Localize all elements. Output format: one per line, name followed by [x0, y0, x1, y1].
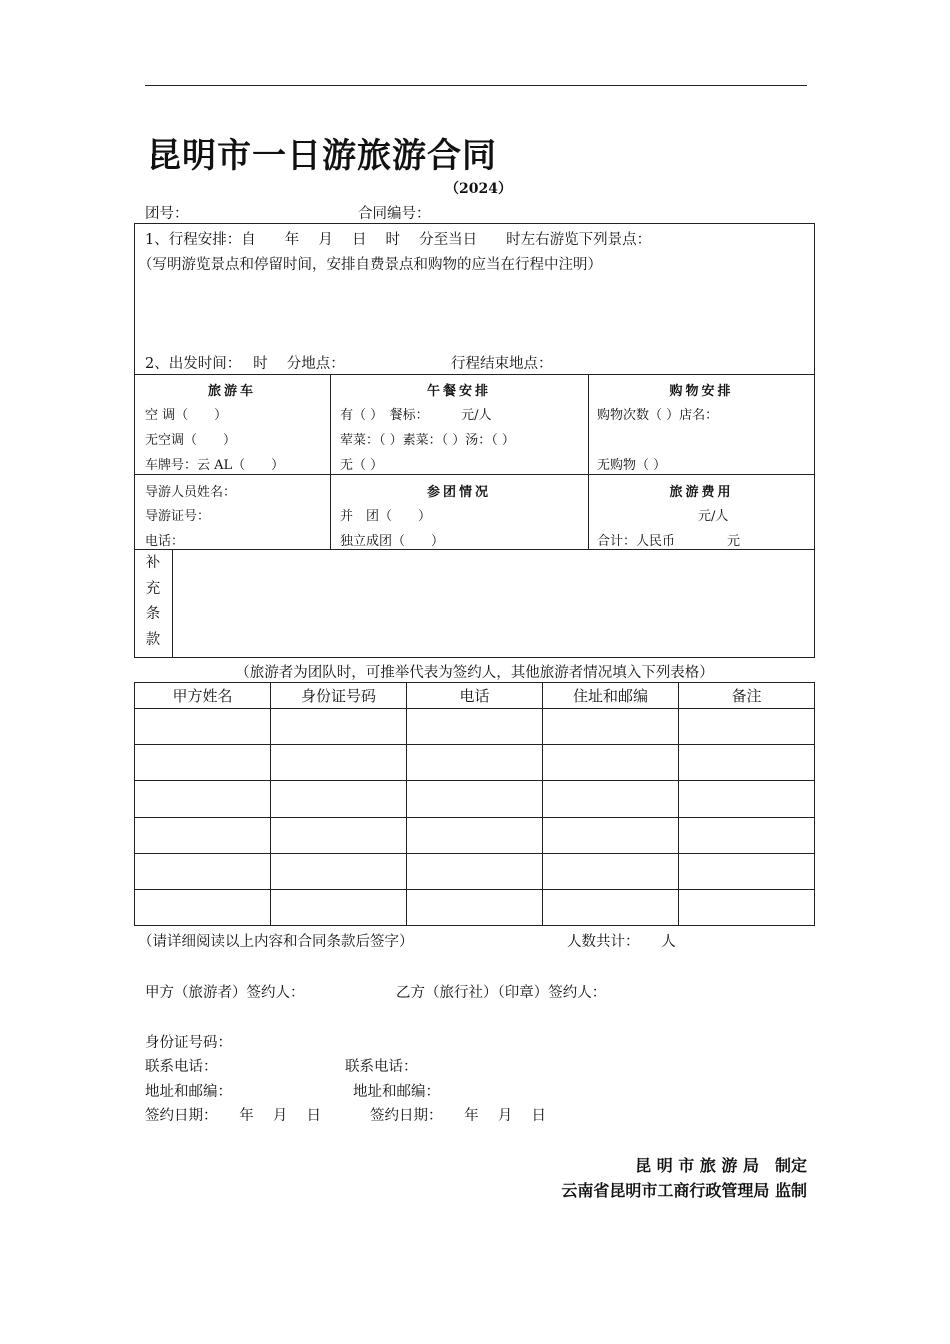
traveler-table: [134, 682, 815, 926]
bus-header: 旅游车: [207, 384, 256, 399]
table-cell: [135, 781, 271, 817]
table-cell: [135, 889, 271, 925]
supplement-char: 款: [145, 631, 161, 648]
table-header-row: [135, 683, 815, 709]
table-row: [135, 781, 815, 817]
table-cell: [543, 745, 679, 781]
fee-total: 合计：人民币 元: [597, 534, 741, 549]
shopping-count: 购物次数（ ）店名：: [597, 408, 719, 423]
table-row: [135, 745, 815, 781]
table-cell: [543, 709, 679, 745]
table-cell: [679, 853, 815, 889]
table-cell: [543, 889, 679, 925]
lunch-dishes: 荤菜：（ ）素菜：（ ）汤：（ ）: [340, 433, 515, 448]
col-remark-header: 备注: [679, 683, 815, 709]
bus-ac: 空 调（ ）: [145, 408, 228, 423]
issuer-commerce-bureau: 云南省昆明市工商行政管理局 监制: [561, 1181, 807, 1200]
table-cell: [135, 853, 271, 889]
group-status-header: 参团情况: [426, 485, 491, 500]
fee-header: 旅游费用: [669, 485, 734, 500]
party-b-signer: 乙方（旅行社）（印章）签约人：: [396, 985, 607, 1001]
people-total: 人数共计： 人: [567, 934, 676, 950]
table-row: [135, 817, 815, 853]
contract-year: （2024）: [445, 181, 512, 197]
group-independent: 独立成团（ ）: [340, 534, 445, 549]
divider: [134, 474, 815, 475]
table-cell: [407, 781, 543, 817]
supplement-char: 补: [145, 555, 161, 571]
fee-per-person: 元/人: [698, 509, 729, 524]
col-id-header: 身份证号码: [271, 683, 407, 709]
col-phone-header: 电话: [407, 683, 543, 709]
supplement-label: [143, 551, 163, 653]
col-name-header: 甲方姓名: [135, 683, 271, 709]
issuer-tourism-bureau: 昆 明 市 旅 游 局 制定: [635, 1156, 807, 1175]
supplement-char: 充: [145, 580, 161, 597]
party-b-address: 地址和邮编：: [353, 1084, 440, 1100]
end-place: 行程结束地点：: [451, 356, 553, 372]
id-number-label: 身份证号码：: [145, 1035, 232, 1051]
table-cell: [407, 745, 543, 781]
shopping-none: 无购物（ ）: [597, 458, 667, 473]
table-cell: [679, 781, 815, 817]
table-cell: [543, 781, 679, 817]
party-b-date: 签约日期： 年 月 日: [370, 1108, 546, 1124]
departure-time: 2、出发时间： 时 分地点：: [145, 356, 345, 372]
table-cell: [271, 781, 407, 817]
table-note: （旅游者为团队时，可推举代表为签约人，其他旅游者情况填入下列表格）: [235, 665, 714, 681]
lunch-has: 有（ ） 餐标： 元/人: [340, 408, 492, 423]
table-cell: [407, 709, 543, 745]
table-cell: [679, 709, 815, 745]
table-cell: [271, 889, 407, 925]
table-cell: [271, 745, 407, 781]
guide-phone: 电话：: [145, 534, 185, 549]
divider: [172, 549, 173, 658]
group-no-label: 团号：: [145, 206, 189, 222]
table-cell: [407, 853, 543, 889]
table-cell: [679, 889, 815, 925]
party-b-phone: 联系电话：: [345, 1059, 418, 1075]
contract-no-label: 合同编号：: [358, 206, 431, 222]
table-cell: [679, 817, 815, 853]
party-a-signer: 甲方（旅游者）签约人：: [145, 985, 305, 1001]
table-cell: [679, 745, 815, 781]
table-row: [135, 709, 815, 745]
table-cell: [271, 853, 407, 889]
table-cell: [271, 817, 407, 853]
lunch-none: 无（ ）: [340, 458, 384, 473]
table-cell: [135, 817, 271, 853]
table-cell: [543, 817, 679, 853]
table-cell: [407, 817, 543, 853]
supplement-char: 条: [145, 606, 161, 622]
table-cell: [543, 853, 679, 889]
party-a-date: 签约日期： 年 月 日: [145, 1108, 321, 1124]
table-cell: [407, 889, 543, 925]
bus-no-ac: 无空调（ ）: [145, 433, 237, 448]
table-row: [135, 889, 815, 925]
top-rule: [145, 85, 807, 86]
divider: [330, 374, 331, 549]
lunch-header: 午餐安排: [426, 384, 491, 399]
table-cell: [271, 709, 407, 745]
party-a-address: 地址和邮编：: [145, 1084, 232, 1100]
itinerary-note: （写明游览景点和停留时间，安排自费景点和购物的应当在行程中注明）: [138, 257, 602, 273]
table-row: [135, 853, 815, 889]
guide-name: 导游人员姓名：: [145, 485, 237, 500]
group-merged: 并 团（ ）: [340, 509, 432, 524]
bus-plate: 车牌号：云 AL（ ）: [145, 458, 285, 473]
read-note: （请详细阅读以上内容和合同条款后签字）: [138, 934, 414, 950]
shopping-header: 购物安排: [669, 384, 734, 399]
document-title: 昆明市一日游旅游合同: [147, 136, 497, 176]
guide-cert: 导游证号：: [145, 509, 211, 524]
divider: [588, 374, 589, 549]
table-cell: [135, 709, 271, 745]
table-cell: [135, 745, 271, 781]
col-address-header: 住址和邮编: [543, 683, 679, 709]
itinerary-line: 1、行程安排：自 年 月 日 时 分至当日 时左右游览下列景点：: [145, 232, 652, 248]
divider: [134, 374, 815, 375]
party-a-phone: 联系电话：: [145, 1059, 218, 1075]
divider: [134, 549, 815, 550]
